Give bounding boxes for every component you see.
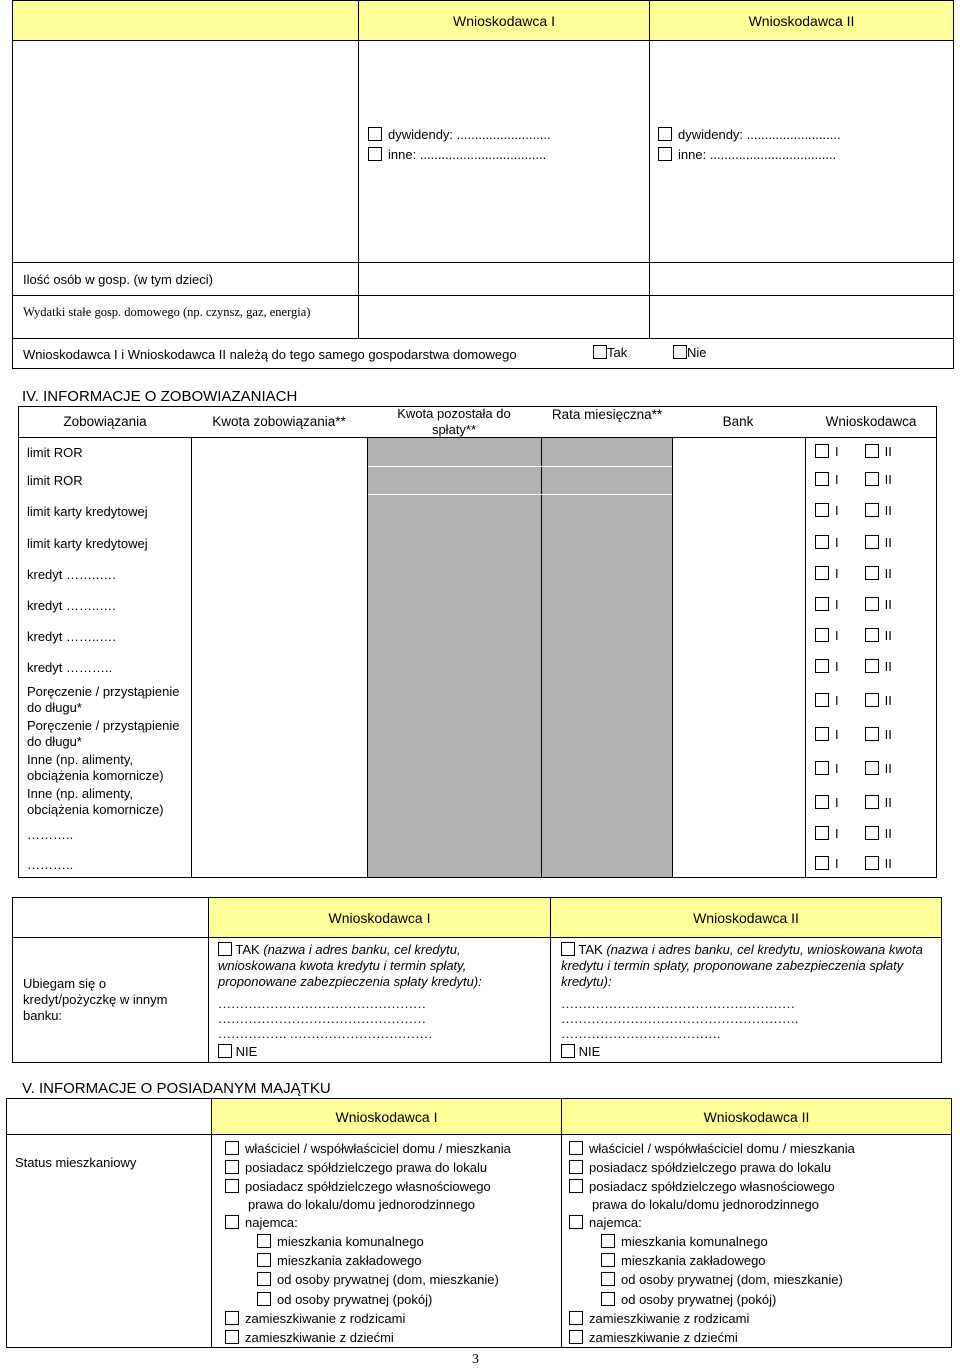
checkbox-icon[interactable] — [225, 1311, 239, 1325]
applicant-choice-row-3[interactable] — [815, 503, 892, 518]
checkbox-icon[interactable] — [815, 659, 829, 673]
checkbox-icon[interactable] — [257, 1292, 271, 1306]
housing-option-coop-own-cont-2 — [592, 1197, 819, 1212]
loan-nie-option-1[interactable] — [218, 1044, 257, 1059]
housing-option-room-2[interactable] — [601, 1292, 776, 1307]
housing-option-coop-own-1[interactable] — [225, 1179, 491, 1194]
same-household-no[interactable] — [673, 345, 707, 360]
checkbox-icon[interactable] — [218, 942, 232, 956]
checkbox-icon[interactable] — [569, 1179, 583, 1193]
checkbox-icon[interactable] — [865, 472, 879, 486]
household-persons-label: Ilość osób w gosp. (w tym dzieci) — [23, 272, 214, 287]
applicant-choice-row-7[interactable] — [815, 628, 892, 643]
checkbox-icon[interactable] — [257, 1272, 271, 1286]
opt-ii: II — [884, 628, 892, 643]
option-label: od osoby prywatnej (dom, mieszkanie) — [277, 1272, 499, 1287]
opt-ii: II — [884, 535, 892, 550]
housing-option-children-1[interactable] — [225, 1330, 394, 1345]
top-header-applicant2: Wnioskodawca II — [649, 0, 954, 41]
loan-dots-2b: ………………………………………………. — [561, 1011, 799, 1026]
section5-title: V. INFORMACJE O POSIADANYM MAJĄTKU — [22, 1080, 331, 1097]
checkbox-icon[interactable] — [865, 856, 879, 870]
checkbox-icon[interactable] — [218, 1044, 232, 1058]
row-label-14: ……….. — [27, 857, 74, 872]
housing-label: Status mieszkaniowy — [15, 1155, 137, 1170]
option-label: prawa do lokalu/domu jednorodzinnego — [248, 1197, 475, 1212]
option-label: od osoby prywatnej (pokój) — [621, 1292, 777, 1307]
housing-option-coop-1[interactable] — [225, 1160, 487, 1175]
housing-option-owner-2[interactable] — [569, 1141, 855, 1156]
checkbox-icon[interactable] — [815, 826, 829, 840]
loan-tak-option-1[interactable] — [218, 942, 263, 957]
applicant-choice-row-6[interactable] — [815, 597, 892, 612]
checkbox-icon[interactable] — [225, 1215, 239, 1229]
page-number: 3 — [472, 1352, 479, 1367]
other-label-1: inne: ................................... — [388, 147, 547, 162]
checkbox-icon[interactable] — [368, 147, 382, 161]
other-label-2: inne: ................................... — [678, 147, 837, 162]
checkbox-icon[interactable] — [601, 1253, 615, 1267]
loan-dots-1b: ………………………………………… — [218, 1011, 426, 1026]
checkbox-icon[interactable] — [865, 535, 879, 549]
row-label-10: Poręczenie / przystąpienie do długu* — [27, 718, 180, 749]
checkbox-icon[interactable] — [561, 1044, 575, 1058]
option-label: od osoby prywatnej (dom, mieszkanie) — [621, 1272, 843, 1287]
yes-label: Tak — [607, 345, 628, 360]
opt-i: I — [835, 597, 839, 612]
header-remaining: Kwota pozostała do spłaty** — [397, 406, 511, 437]
checkbox-icon[interactable] — [815, 727, 829, 741]
row-label-13: ……….. — [27, 827, 74, 842]
same-household-label: Wnioskodawca I i Wnioskodawca II należą do tego samego gospodarstwa domowego — [23, 347, 517, 362]
checkbox-icon[interactable] — [815, 472, 829, 486]
checkbox-icon[interactable] — [658, 147, 672, 161]
checkbox-icon[interactable] — [865, 826, 879, 840]
option-label: od osoby prywatnej (pokój) — [277, 1292, 433, 1307]
checkbox-icon[interactable] — [865, 566, 879, 580]
option-label: posiadacz spółdzielczego własnościowego — [245, 1179, 491, 1194]
housing-option-children-2[interactable] — [569, 1330, 738, 1345]
option-label: posiadacz spółdzielczego własnościowego — [589, 1179, 835, 1194]
checkbox-icon[interactable] — [569, 1141, 583, 1155]
header-applicant: Wnioskodawca — [825, 414, 917, 429]
opt-ii: II — [884, 693, 892, 708]
income-label-cell — [12, 40, 359, 263]
opt-i: I — [835, 472, 839, 487]
option-label: prawa do lokalu/domu jednorodzinnego — [592, 1197, 819, 1212]
checkbox-icon[interactable] — [601, 1234, 615, 1248]
applicant-choice-row-1[interactable] — [815, 444, 892, 459]
header-installment: Rata miesięczna** — [551, 407, 663, 422]
housing-option-private-2[interactable] — [601, 1272, 843, 1287]
checkbox-icon[interactable] — [865, 693, 879, 707]
option-label: mieszkania zakładowego — [277, 1253, 422, 1268]
checkbox-icon[interactable] — [815, 856, 829, 870]
row-label-4: limit karty kredytowej — [27, 536, 148, 551]
opt-i: I — [835, 566, 839, 581]
other-income-option-2[interactable] — [658, 147, 836, 162]
loan-dots-2a: ……………………………………………… — [561, 996, 795, 1011]
option-label: mieszkania komunalnego — [277, 1234, 424, 1249]
housing-option-municipal-2[interactable] — [601, 1234, 768, 1249]
loan-label: Ubiegam się o kredyt/pożyczkę w innym banku: — [23, 976, 168, 1023]
household-persons-applicant1[interactable] — [358, 262, 650, 296]
loan-header-blank — [12, 897, 209, 938]
nie-label: NIE — [578, 1044, 601, 1059]
dividends-option-1[interactable] — [368, 127, 551, 142]
applicant-choice-row-5[interactable] — [815, 566, 892, 581]
assets-header-applicant2: Wnioskodawca II — [561, 1098, 952, 1135]
option-label: mieszkania zakładowego — [621, 1253, 766, 1268]
checkbox-icon[interactable] — [225, 1330, 239, 1344]
section4-title: IV. INFORMACJE O ZOBOWIAZANIACH — [22, 388, 298, 405]
housing-option-private-1[interactable] — [257, 1272, 499, 1287]
opt-i: I — [835, 693, 839, 708]
applicant-choice-row-8[interactable] — [815, 659, 892, 674]
opt-ii: II — [884, 795, 892, 810]
option-label: zamieszkiwanie z rodzicami — [245, 1311, 406, 1326]
opt-ii: II — [884, 472, 892, 487]
checkbox-icon[interactable] — [225, 1141, 239, 1155]
header-obligations: Zobowiązania — [63, 414, 147, 429]
applicant-choice-row-14[interactable] — [815, 856, 892, 871]
option-label: mieszkania komunalnego — [621, 1234, 768, 1249]
applicant-choice-row-12[interactable] — [815, 795, 892, 810]
checkbox-icon[interactable] — [865, 659, 879, 673]
applicant-choice-row-10[interactable] — [815, 727, 892, 742]
loan-applicant1-cell — [208, 937, 551, 1063]
dividends-label-2: dywidendy: .......................... — [678, 127, 841, 142]
option-label: posiadacz spółdzielczego prawa do lokalu — [589, 1160, 832, 1175]
row-label-3: limit karty kredytowej — [27, 504, 148, 519]
checkbox-icon[interactable] — [815, 628, 829, 642]
loan-label-cell — [12, 937, 209, 1063]
assets-header-applicant1: Wnioskodawca I — [211, 1098, 562, 1135]
option-label: zamieszkiwanie z rodzicami — [589, 1311, 750, 1326]
checkbox-icon[interactable] — [368, 127, 382, 141]
opt-ii: II — [884, 444, 892, 459]
installment-column — [542, 438, 672, 877]
checkbox-icon[interactable] — [815, 566, 829, 580]
no-label: Nie — [687, 345, 707, 360]
housing-option-parents-2[interactable] — [569, 1311, 749, 1326]
opt-ii: II — [884, 761, 892, 776]
checkbox-icon[interactable] — [815, 761, 829, 775]
loan-dots-2c: ………………………………. — [561, 1026, 721, 1041]
housing-label-cell — [6, 1134, 212, 1348]
checkbox-icon[interactable] — [569, 1330, 583, 1344]
option-label: zamieszkiwanie z dziećmi — [589, 1330, 738, 1345]
checkbox-icon[interactable] — [257, 1253, 271, 1267]
housing-option-tenant-1[interactable] — [225, 1215, 298, 1230]
checkbox-icon[interactable] — [815, 444, 829, 458]
option-label: właściciel / współwłaściciel domu / mieszkania — [245, 1141, 511, 1156]
household-persons-label-cell — [12, 262, 359, 296]
other-income-option-1[interactable] — [368, 147, 546, 162]
checkbox-icon[interactable] — [593, 345, 607, 359]
housing-option-company-2[interactable] — [601, 1253, 766, 1268]
checkbox-icon[interactable] — [815, 693, 829, 707]
row-label-6: kredyt ……..…. — [27, 598, 116, 613]
opt-i: I — [835, 856, 839, 871]
opt-i: I — [835, 659, 839, 674]
top-header-applicant1: Wnioskodawca I — [358, 0, 650, 41]
nie-label: NIE — [235, 1044, 258, 1059]
option-label: najemca: — [245, 1215, 298, 1230]
row-label-9: Poręczenie / przystąpienie do długu* — [27, 684, 180, 715]
opt-i: I — [835, 444, 839, 459]
housing-option-room-1[interactable] — [257, 1292, 432, 1307]
applicant-choice-row-9[interactable] — [815, 693, 892, 708]
checkbox-icon[interactable] — [815, 597, 829, 611]
checkbox-icon[interactable] — [865, 761, 879, 775]
header-amount: Kwota zobowiązania** — [212, 414, 346, 429]
row-label-8: kredyt ……….. — [27, 660, 113, 675]
checkbox-icon[interactable] — [225, 1179, 239, 1193]
checkbox-icon[interactable] — [673, 345, 687, 359]
checkbox-icon[interactable] — [865, 795, 879, 809]
dividends-option-2[interactable] — [658, 127, 841, 142]
checkbox-icon[interactable] — [601, 1292, 615, 1306]
tak-label: TAK — [235, 942, 260, 957]
checkbox-icon[interactable] — [569, 1215, 583, 1229]
loan-header-applicant1: Wnioskodawca I — [208, 897, 551, 938]
loan-dots-1c: ……………. …………………………… — [218, 1026, 433, 1041]
applicant-choice-row-11[interactable] — [815, 761, 892, 776]
checkbox-icon[interactable] — [658, 127, 672, 141]
checkbox-icon[interactable] — [561, 942, 575, 956]
fixed-expenses-applicant2[interactable] — [649, 295, 954, 339]
loan-applicant2-cell — [550, 937, 942, 1063]
applicant-choice-row-13[interactable] — [815, 826, 892, 841]
tak-desc-2: (nazwa i adres banku, cel kredytu, wnioskowana kwota kredytu i termin spłaty, proponowane zabezpieczenia spłaty kredytu): — [561, 942, 923, 989]
same-household-yes[interactable] — [593, 345, 627, 360]
checkbox-icon[interactable] — [601, 1272, 615, 1286]
row-label-11: Inne (np. alimenty, obciążenia komornicze) — [27, 752, 164, 783]
loan-header-applicant2: Wnioskodawca II — [550, 897, 942, 938]
checkbox-icon[interactable] — [569, 1160, 583, 1174]
housing-option-coop-own-2[interactable] — [569, 1179, 835, 1194]
applicant-choice-row-2[interactable] — [815, 472, 892, 487]
housing-option-coop-own-cont-1 — [248, 1197, 475, 1212]
opt-ii: II — [884, 659, 892, 674]
checkbox-icon[interactable] — [257, 1234, 271, 1248]
checkbox-icon[interactable] — [815, 535, 829, 549]
fixed-expenses-label-cell — [12, 295, 359, 339]
housing-option-owner-1[interactable] — [225, 1141, 511, 1156]
housing-option-coop-2[interactable] — [569, 1160, 831, 1175]
same-household-row — [12, 338, 954, 369]
opt-i: I — [835, 628, 839, 643]
tak-label: TAK — [578, 942, 603, 957]
loan-dots-1a: ………………………………………… — [218, 996, 426, 1011]
checkbox-icon[interactable] — [569, 1311, 583, 1325]
opt-i: I — [835, 826, 839, 841]
header-bank: Bank — [722, 414, 754, 429]
opt-ii: II — [884, 566, 892, 581]
opt-ii: II — [884, 597, 892, 612]
remaining-column — [368, 438, 541, 877]
applicant-choice-row-4[interactable] — [815, 535, 892, 550]
checkbox-icon[interactable] — [865, 597, 879, 611]
opt-ii: II — [884, 503, 892, 518]
tak-desc-1: (nazwa i adres banku, cel kredytu, wnioskowana kwota kredytu i termin spłaty, proponowane zabezpieczenia spłaty kredytu): — [218, 942, 482, 989]
checkbox-icon[interactable] — [225, 1160, 239, 1174]
checkbox-icon[interactable] — [865, 727, 879, 741]
dividends-label-1: dywidendy: .......................... — [388, 127, 551, 142]
housing-option-tenant-2[interactable] — [569, 1215, 642, 1230]
loan-nie-option-2[interactable] — [561, 1044, 600, 1059]
checkbox-icon[interactable] — [865, 628, 879, 642]
opt-i: I — [835, 795, 839, 810]
opt-ii: II — [884, 727, 892, 742]
opt-ii: II — [884, 826, 892, 841]
row-label-7: kredyt ……..…. — [27, 629, 116, 644]
household-persons-applicant2[interactable] — [649, 262, 954, 296]
checkbox-icon[interactable] — [815, 503, 829, 517]
option-label: właściciel / współwłaściciel domu / mieszkania — [589, 1141, 855, 1156]
loan-tak-option-2[interactable] — [561, 942, 606, 957]
fixed-expenses-label: Wydatki stałe gosp. domowego (np. czynsz, gaz, energia) — [23, 305, 311, 319]
checkbox-icon[interactable] — [815, 795, 829, 809]
top-header-blank — [12, 0, 359, 41]
opt-i: I — [835, 727, 839, 742]
opt-i: I — [835, 761, 839, 776]
option-label: najemca: — [589, 1215, 642, 1230]
opt-i: I — [835, 503, 839, 518]
option-label: posiadacz spółdzielczego prawa do lokalu — [245, 1160, 488, 1175]
row-label-1: limit ROR — [27, 445, 83, 460]
housing-option-company-1[interactable] — [257, 1253, 422, 1268]
housing-option-municipal-1[interactable] — [257, 1234, 424, 1249]
fixed-expenses-applicant1[interactable] — [358, 295, 650, 339]
opt-i: I — [835, 535, 839, 550]
row-label-2: limit ROR — [27, 473, 83, 488]
housing-option-parents-1[interactable] — [225, 1311, 405, 1326]
checkbox-icon[interactable] — [865, 444, 879, 458]
option-label: zamieszkiwanie z dziećmi — [245, 1330, 394, 1345]
row-label-12: Inne (np. alimenty, obciążenia komornicze) — [27, 786, 164, 817]
checkbox-icon[interactable] — [865, 503, 879, 517]
row-label-5: kredyt ……..…. — [27, 567, 116, 582]
opt-ii: II — [884, 856, 892, 871]
assets-header-blank — [6, 1098, 212, 1135]
